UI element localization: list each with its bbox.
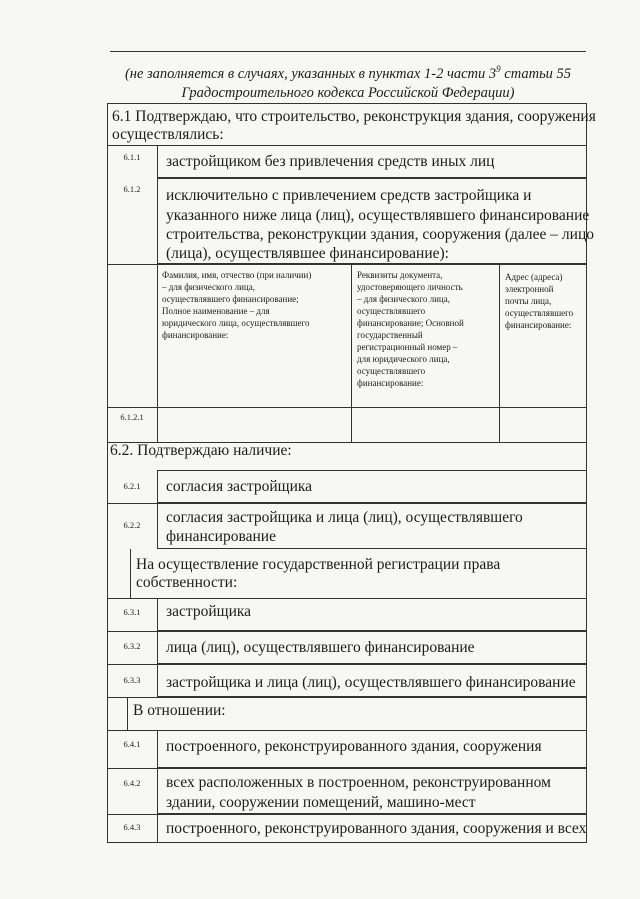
note-line1-post: статьи 55 bbox=[500, 65, 572, 82]
s64-title: В отношении: bbox=[133, 702, 226, 719]
note-text bbox=[108, 60, 588, 103]
s64-r2-num: 6.4.2 bbox=[123, 778, 141, 788]
s62-title: 6.2. Подтверждаю наличие: bbox=[110, 442, 292, 459]
fin-col3-line: почты лица, bbox=[505, 296, 552, 306]
s62-r2-line2: финансирование bbox=[166, 528, 276, 545]
s61-r1-num: 6.1.1 bbox=[123, 152, 141, 162]
s63-r1-num: 6.3.1 bbox=[123, 607, 141, 617]
s63-r3-text: застройщика и лица (лиц), осуществлявшего финансирование bbox=[166, 674, 576, 691]
fin-col2-line: осуществлявшего bbox=[357, 306, 426, 316]
fin-col1-header bbox=[162, 269, 311, 341]
s64-r3-text: построенного, реконструированного здания, сооружения и всех bbox=[166, 820, 587, 837]
s63-title-line1: На осуществление государственной регистрации права bbox=[136, 556, 501, 573]
fin-col1-line: Полное наименование – для bbox=[162, 306, 270, 316]
s64-r3-top bbox=[107, 814, 587, 815]
fin-col1-line: – для физического лица, bbox=[162, 282, 255, 292]
s61-r2-num: 6.1.2 bbox=[123, 184, 141, 194]
fin-col1-line: Фамилия, имя, отчество (при наличии) bbox=[162, 270, 312, 280]
note-line2: Градостроительного кодекса Российской Федерации) bbox=[181, 84, 515, 101]
fin-header-bottom bbox=[107, 407, 587, 408]
fin-col1-line: финансирование: bbox=[162, 330, 229, 340]
fin-col1-line: юридического лица, осуществлявшего bbox=[162, 318, 310, 328]
s62-r1-text: согласия застройщика bbox=[166, 478, 313, 495]
s61-r2-line2: указанного ниже лица (лиц), осуществлявшего финансирование bbox=[166, 207, 590, 224]
s63-r3-num: 6.3.3 bbox=[123, 675, 141, 685]
fin-col2-line: финансирование; Основной bbox=[357, 318, 464, 328]
note-line1-sup: 9 bbox=[496, 64, 501, 74]
s64-r2-line1: всех расположенных в построенном, реконструированном bbox=[166, 774, 551, 791]
s61-title-line1: 6.1 Подтверждаю, что строительство, реконструкция здания, сооружения bbox=[112, 108, 596, 125]
s63-r2-num: 6.3.2 bbox=[123, 641, 141, 651]
top-rule bbox=[110, 51, 586, 52]
s63-title-left bbox=[130, 549, 131, 598]
fin-col2-line: государственный bbox=[357, 330, 423, 340]
fin-col3-line: электронной bbox=[505, 284, 554, 294]
s64-r3-left bbox=[157, 814, 158, 843]
fin-col2-line: Реквизиты документа, bbox=[357, 270, 443, 280]
s64-r1-text: построенного, реконструированного здания, сооружения bbox=[166, 738, 542, 755]
s61-r2-line1: исключительно с привлечением средств застройщика и bbox=[166, 187, 532, 204]
fin-col-div-2 bbox=[499, 264, 500, 442]
fin-col1-line: осуществлявшего финансирование; bbox=[162, 294, 299, 304]
fin-col2-line: для юридического лица, bbox=[357, 354, 450, 364]
fin-col-div-1 bbox=[351, 264, 352, 442]
fin-col2-line: осуществлявшего bbox=[357, 366, 426, 376]
fin-col3-line: финансирование: bbox=[505, 320, 572, 330]
fin-col3-line: Адрес (адреса) bbox=[505, 272, 563, 282]
s64-r3-num: 6.4.3 bbox=[123, 822, 141, 832]
s61-r3-num: 6.1.2.1 bbox=[120, 412, 144, 422]
s62-r2-line1: согласия застройщика и лица (лиц), осуществлявшего bbox=[166, 509, 523, 526]
s63-title-line2: собственности: bbox=[136, 574, 238, 591]
s64-r1-num: 6.4.1 bbox=[123, 739, 141, 749]
s63-r1-text: застройщика bbox=[166, 603, 252, 620]
fin-col2-header bbox=[357, 269, 464, 389]
s62-r1-num: 6.2.1 bbox=[123, 481, 141, 491]
fin-col3-line: осуществлявшего bbox=[505, 308, 574, 318]
fin-col-div-0 bbox=[157, 264, 158, 442]
fin-header-top bbox=[107, 264, 587, 265]
fin-col2-line: финансирование: bbox=[357, 378, 424, 388]
fin-col2-line: – для физического лица, bbox=[357, 294, 450, 304]
s61-r1-text: застройщиком без привлечения средств иных лиц bbox=[166, 153, 495, 170]
s61-r2-line4: (лица), осуществлявшее финансирование): bbox=[166, 245, 449, 262]
s61-title-line2: осуществлялись: bbox=[112, 126, 224, 143]
s64-r2-line2: здании, сооружении помещений, машино-мест bbox=[166, 794, 476, 811]
s64-title-top bbox=[107, 697, 587, 698]
s64-title-left bbox=[127, 697, 128, 730]
s61-r2-line3: строительства, реконструкции здания, сооружения (далее – лицо bbox=[166, 226, 594, 243]
note-line1-pre: (не заполняется в случаях, указанных в пунктах 1-2 части 3 bbox=[124, 65, 497, 82]
s62-r2-num: 6.2.2 bbox=[123, 520, 141, 530]
s63-r2-text: лица (лиц), осуществлявшего финансирование bbox=[166, 639, 475, 656]
fin-col2-line: удостоверяющего личность bbox=[357, 282, 463, 292]
fin-col3-header bbox=[505, 271, 573, 331]
fin-col2-line: регистрационный номер – bbox=[357, 342, 458, 352]
